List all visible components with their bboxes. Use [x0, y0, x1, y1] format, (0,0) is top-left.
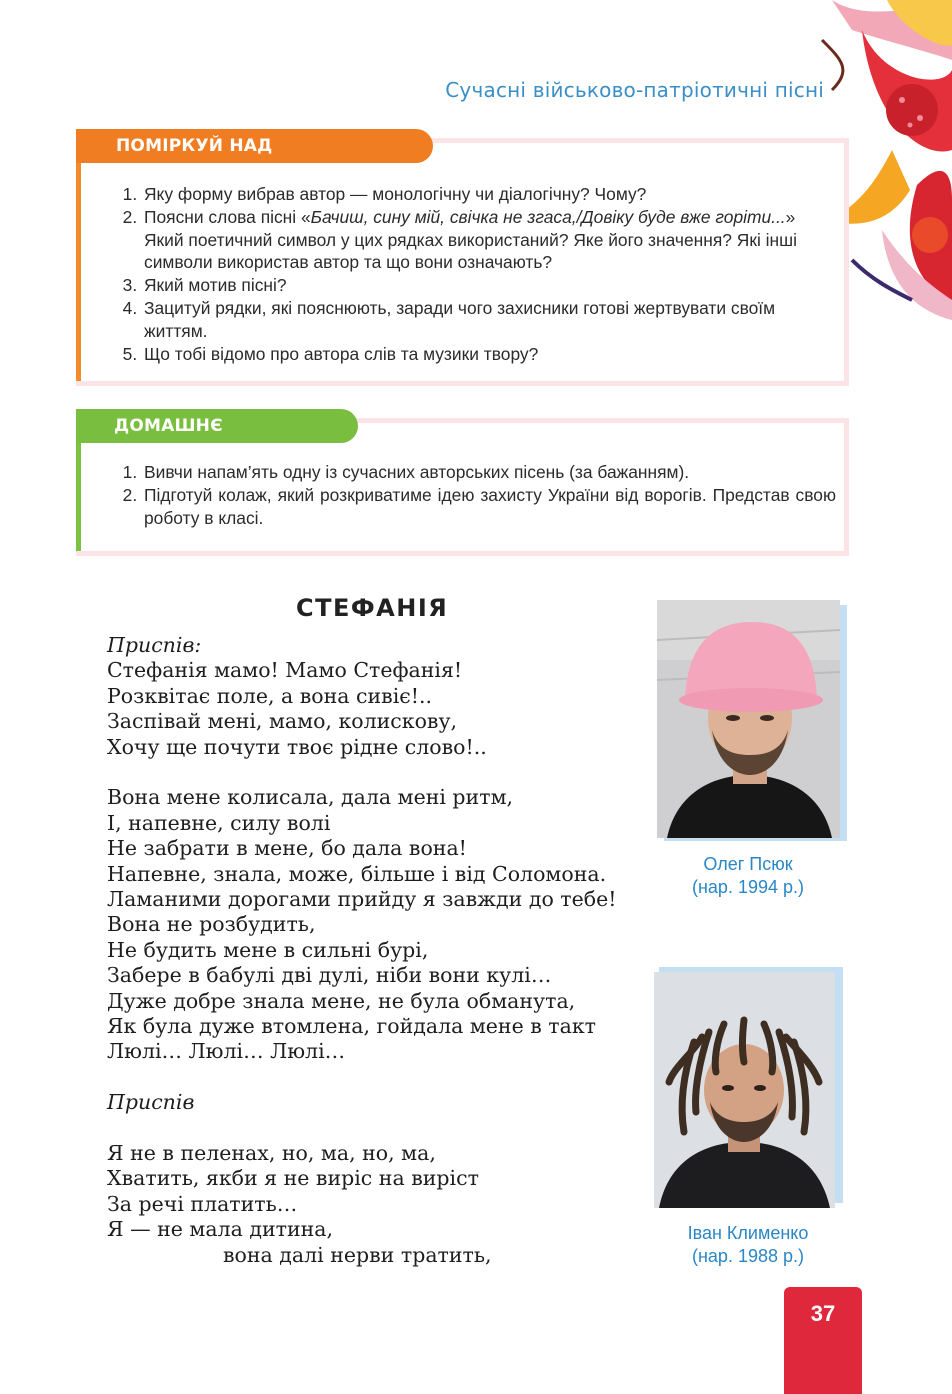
homework-item-1: 1. Вивчи напам’ять одну із сучасних авторських пісень (за бажанням).: [142, 461, 836, 484]
lyric-line: Вона мене колисала, дала мені ритм,: [107, 785, 514, 810]
lyric-line: Не будить мене в сильні бурі,: [107, 937, 429, 962]
chorus-label: Приспів:: [107, 633, 202, 657]
lyric-line: Забере в бабулі дві дулі, ніби вони кулі…: [107, 963, 552, 988]
lyric-line: Я — не мала дитина,: [107, 1217, 334, 1242]
author-photo-oleh-psiuk: [657, 600, 840, 838]
reflect-questions-box: [76, 138, 849, 386]
reflect-question-4: 4. Зацитуй рядки, які пояснюють, заради чого захисники готові жертвувати своїм життям.: [142, 297, 832, 343]
homework-box-title: ДОМАШНЄ ЗАВДАННЯ: [76, 409, 358, 443]
lyric-line: Я не в пеленах, но, ма, но, ма,: [107, 1141, 436, 1166]
lyric-line: І, напевне, силу волі: [107, 810, 331, 835]
lyric-line: Розквітає поле, а вона сивіє!..: [107, 683, 432, 708]
homework-box: [76, 418, 849, 556]
reflect-box-title: ПОМІРКУЙ НАД ПРОЧИТАНИМ: [76, 129, 433, 163]
chorus-repeat-label: Приспів: [107, 1090, 195, 1115]
author-dates: (нар. 1994 р.): [691, 877, 804, 897]
reflect-question-2-quote: Бачиш, сину мій, свічка не згаса,/Довіку буде вже горіти...: [310, 206, 786, 227]
reflect-box-accent-bar: [76, 143, 81, 381]
lyric-line: Ламаними дорогами прийду я завжди до тебе!: [107, 887, 617, 912]
lyric-line: Люлі… Люлі… Люлі…: [107, 1039, 346, 1064]
reflect-question-5: 5. Що тобі відомо про автора слів та музики твору?: [142, 343, 832, 366]
lyric-line: Заспівай мені, мамо, колискову,: [107, 709, 458, 734]
reflect-question-2-lead: Поясни слова пісні «: [144, 206, 311, 227]
author-dates: (нар. 1988 р.): [691, 1246, 804, 1266]
lyric-line: Не забрати в мене, бо дала вона!: [107, 836, 467, 861]
author-photo-ivan-klymenko: [654, 972, 835, 1208]
lyric-line: Вона не розбудить,: [107, 912, 316, 937]
author-name: Іван Клименко: [687, 1223, 809, 1243]
homework-item-2: 2. Підготуй колаж, який розкриватиме ідею захисту України від ворогів. Представ свою роботу в класі.: [142, 484, 836, 530]
reflect-question-3: 3. Який мотив пісні?: [142, 274, 832, 297]
song-title: СТЕФАНІЯ: [296, 594, 449, 622]
page-number: 37: [784, 1287, 862, 1394]
lyric-line: Стефанія мамо! Мамо Стефанія!: [107, 658, 463, 683]
lyric-line: Дуже добре знала мене, не була обманута,: [107, 988, 576, 1013]
lyric-line: вона далі нерви тратить,: [223, 1242, 492, 1267]
song-lyrics: [107, 633, 667, 1268]
author-caption-1: [660, 853, 836, 899]
reflect-question-1: 1. Яку форму вибрав автор — монологічну чи діалогічну? Чому?: [142, 183, 832, 206]
lyric-line: Напевне, знала, може, більше і від Соломона.: [107, 861, 607, 886]
lyric-line: Хватить, якби я не виріс на виріст: [107, 1166, 479, 1191]
lyric-line: Як була дуже втомлена, гойдала мене в такт: [107, 1014, 596, 1039]
lyric-line: За речі платить…: [107, 1191, 298, 1216]
author-name: Олег Псюк: [703, 854, 793, 874]
author-caption-2: [666, 1222, 830, 1268]
lyric-line: Хочу ще почути твоє рідне слово!..: [107, 734, 487, 759]
reflect-question-2-tail: » Який поетичний символ у цих рядках використаний? Яке його значення? Які інші символи використав автор та що вони означають?: [144, 206, 797, 273]
reflect-question-2: [142, 206, 832, 274]
running-title: Сучасні військово-патріотичні пісні: [445, 78, 824, 102]
